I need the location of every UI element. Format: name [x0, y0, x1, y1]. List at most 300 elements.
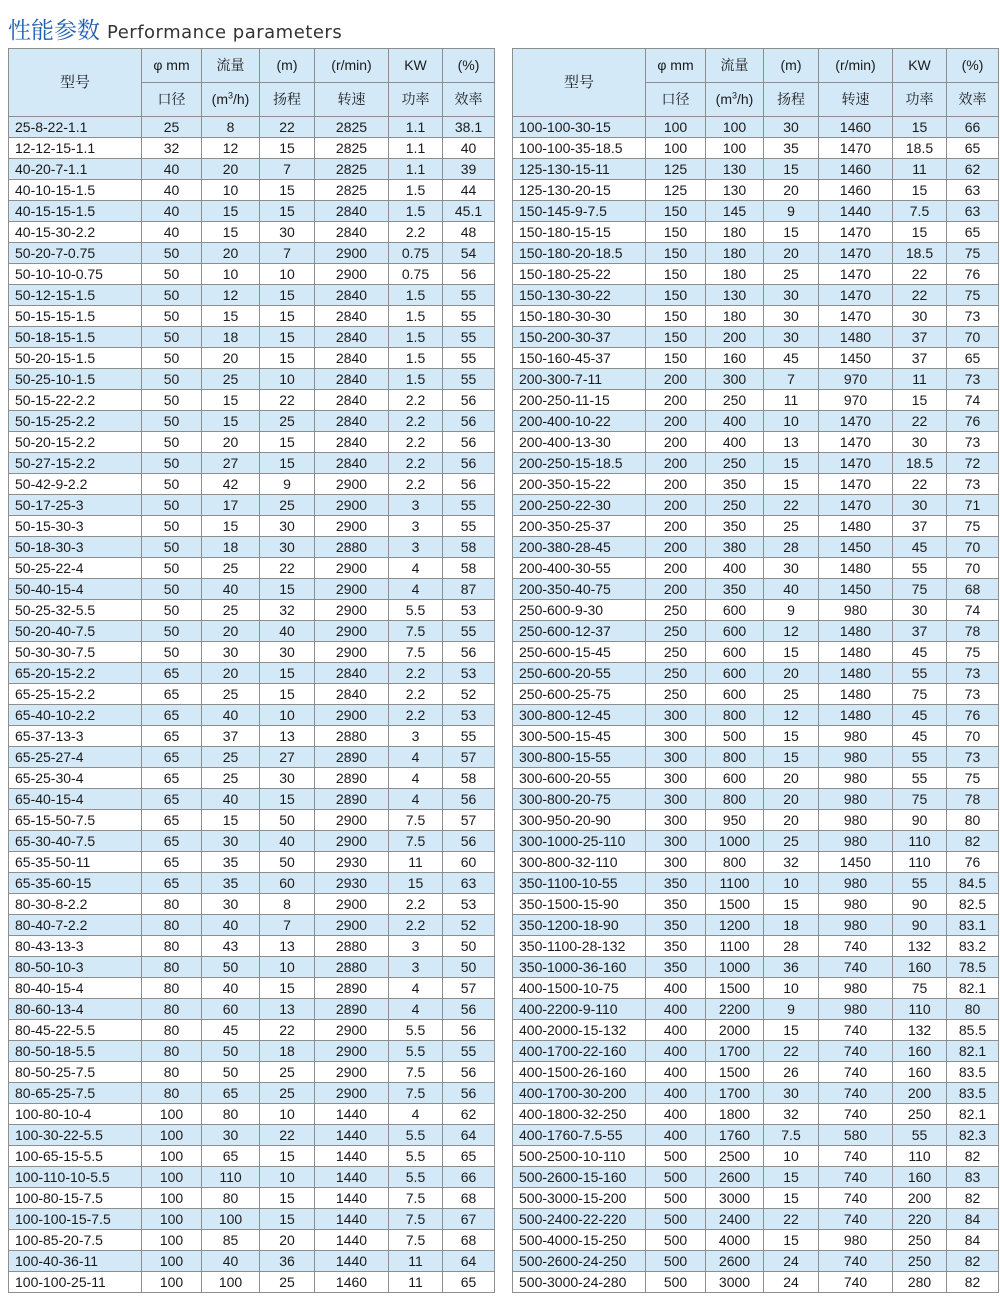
- power-cell: 5.5: [389, 1041, 443, 1062]
- model-cell: 500-2400-22-220: [513, 1209, 646, 1230]
- flow-cell: 180: [706, 264, 764, 285]
- flow-cell: 18: [202, 537, 260, 558]
- caliber-cell: 350: [646, 915, 706, 936]
- table-body-right: [513, 117, 999, 1293]
- head-cell: 10: [260, 1104, 315, 1125]
- flow-cell: 1100: [706, 936, 764, 957]
- model-cell: 50-20-40-7.5: [9, 621, 142, 642]
- flow-cell: 600: [706, 600, 764, 621]
- model-cell: 65-40-15-4: [9, 789, 142, 810]
- head-cell: 15: [260, 180, 315, 201]
- header-efficiency: 效率: [443, 83, 495, 117]
- model-cell: 300-500-15-45: [513, 726, 646, 747]
- model-cell: 50-18-30-3: [9, 537, 142, 558]
- model-cell: 300-800-12-45: [513, 705, 646, 726]
- caliber-cell: 500: [646, 1188, 706, 1209]
- efficiency-cell: 56: [443, 474, 495, 495]
- caliber-cell: 400: [646, 1020, 706, 1041]
- efficiency-cell: 55: [443, 495, 495, 516]
- speed-cell: 980: [819, 747, 893, 768]
- flow-cell: 350: [706, 579, 764, 600]
- caliber-cell: 200: [646, 537, 706, 558]
- caliber-cell: 500: [646, 1272, 706, 1293]
- efficiency-cell: 57: [443, 747, 495, 768]
- flow-cell: 15: [202, 306, 260, 327]
- speed-cell: 1450: [819, 537, 893, 558]
- efficiency-cell: 40: [443, 138, 495, 159]
- table-row: [9, 1167, 495, 1188]
- efficiency-cell: 58: [443, 558, 495, 579]
- speed-cell: 2840: [315, 306, 389, 327]
- flow-cell: 10: [202, 180, 260, 201]
- speed-cell: 2840: [315, 348, 389, 369]
- head-cell: 35: [764, 138, 819, 159]
- speed-cell: 2900: [315, 495, 389, 516]
- table-row: [513, 1083, 999, 1104]
- caliber-cell: 50: [142, 264, 202, 285]
- header-efficiency-unit: (%): [947, 49, 999, 83]
- model-cell: 200-380-28-45: [513, 537, 646, 558]
- efficiency-cell: 53: [443, 663, 495, 684]
- head-cell: 15: [260, 684, 315, 705]
- head-cell: 28: [764, 537, 819, 558]
- table-row: [9, 957, 495, 978]
- head-cell: 15: [260, 327, 315, 348]
- table-row: [513, 936, 999, 957]
- speed-cell: 980: [819, 894, 893, 915]
- efficiency-cell: 78.5: [947, 957, 999, 978]
- power-cell: 5.5: [389, 1020, 443, 1041]
- caliber-cell: 50: [142, 453, 202, 474]
- caliber-cell: 100: [142, 1272, 202, 1293]
- caliber-cell: 300: [646, 810, 706, 831]
- table-row: [513, 180, 999, 201]
- power-cell: 30: [893, 306, 947, 327]
- caliber-cell: 500: [646, 1251, 706, 1272]
- power-cell: 4: [389, 789, 443, 810]
- speed-cell: 740: [819, 1188, 893, 1209]
- model-cell: 125-130-15-11: [513, 159, 646, 180]
- model-cell: 50-25-10-1.5: [9, 369, 142, 390]
- flow-cell: 2600: [706, 1167, 764, 1188]
- table-row: [9, 663, 495, 684]
- power-cell: 2.2: [389, 915, 443, 936]
- efficiency-cell: 83.2: [947, 936, 999, 957]
- speed-cell: 2880: [315, 537, 389, 558]
- efficiency-cell: 55: [443, 369, 495, 390]
- head-cell: 7: [260, 243, 315, 264]
- power-cell: 5.5: [389, 1125, 443, 1146]
- efficiency-cell: 83: [947, 1167, 999, 1188]
- efficiency-cell: 45.1: [443, 201, 495, 222]
- speed-cell: 740: [819, 1209, 893, 1230]
- caliber-cell: 65: [142, 726, 202, 747]
- head-cell: 25: [764, 264, 819, 285]
- table-row: [513, 663, 999, 684]
- speed-cell: 2880: [315, 726, 389, 747]
- speed-cell: 980: [819, 600, 893, 621]
- flow-cell: 50: [202, 1041, 260, 1062]
- power-cell: 55: [893, 768, 947, 789]
- head-cell: 10: [764, 873, 819, 894]
- head-cell: 40: [260, 621, 315, 642]
- title-english: Performance parameters: [107, 22, 343, 43]
- model-cell: 350-1200-18-90: [513, 915, 646, 936]
- power-cell: 11: [389, 1251, 443, 1272]
- efficiency-cell: 56: [443, 453, 495, 474]
- efficiency-cell: 71: [947, 495, 999, 516]
- power-cell: 4: [389, 768, 443, 789]
- model-cell: 65-25-15-2.2: [9, 684, 142, 705]
- efficiency-cell: 66: [947, 117, 999, 138]
- efficiency-cell: 68: [443, 1188, 495, 1209]
- head-cell: 7: [260, 915, 315, 936]
- efficiency-cell: 82: [947, 1146, 999, 1167]
- table-row: [513, 159, 999, 180]
- caliber-cell: 50: [142, 306, 202, 327]
- power-cell: 7.5: [389, 810, 443, 831]
- caliber-cell: 300: [646, 705, 706, 726]
- power-cell: 11: [893, 159, 947, 180]
- power-cell: 90: [893, 915, 947, 936]
- head-cell: 40: [764, 579, 819, 600]
- model-cell: 50-12-15-1.5: [9, 285, 142, 306]
- power-cell: 37: [893, 516, 947, 537]
- power-cell: 30: [893, 432, 947, 453]
- speed-cell: 2900: [315, 621, 389, 642]
- power-cell: 110: [893, 852, 947, 873]
- head-cell: 24: [764, 1272, 819, 1293]
- flow-cell: 20: [202, 159, 260, 180]
- caliber-cell: 100: [142, 1104, 202, 1125]
- caliber-cell: 125: [646, 159, 706, 180]
- model-cell: 150-180-20-18.5: [513, 243, 646, 264]
- model-cell: 100-100-35-18.5: [513, 138, 646, 159]
- model-cell: 65-15-50-7.5: [9, 810, 142, 831]
- head-cell: 50: [260, 852, 315, 873]
- head-cell: 9: [260, 474, 315, 495]
- power-cell: 15: [893, 117, 947, 138]
- speed-cell: 2890: [315, 978, 389, 999]
- model-cell: 100-100-30-15: [513, 117, 646, 138]
- speed-cell: 2840: [315, 201, 389, 222]
- power-cell: 30: [893, 495, 947, 516]
- header-efficiency-unit: (%): [443, 49, 495, 83]
- head-cell: 24: [764, 1251, 819, 1272]
- model-cell: 65-40-10-2.2: [9, 705, 142, 726]
- table-row: [513, 537, 999, 558]
- table-row: [513, 1251, 999, 1272]
- title-chinese: 性能参数: [8, 18, 100, 44]
- model-cell: 300-800-15-55: [513, 747, 646, 768]
- model-cell: 50-30-30-7.5: [9, 642, 142, 663]
- model-cell: 100-80-10-4: [9, 1104, 142, 1125]
- table-row: [513, 915, 999, 936]
- table-row: [9, 789, 495, 810]
- flow-cell: 180: [706, 243, 764, 264]
- speed-cell: 1450: [819, 579, 893, 600]
- efficiency-cell: 56: [443, 789, 495, 810]
- power-cell: 90: [893, 894, 947, 915]
- table-row: [513, 1209, 999, 1230]
- caliber-cell: 400: [646, 1062, 706, 1083]
- model-cell: 250-600-20-55: [513, 663, 646, 684]
- head-cell: 25: [764, 831, 819, 852]
- efficiency-cell: 64: [443, 1125, 495, 1146]
- table-row: [513, 1272, 999, 1293]
- model-cell: 400-1700-30-200: [513, 1083, 646, 1104]
- caliber-cell: 150: [646, 327, 706, 348]
- efficiency-cell: 56: [443, 1020, 495, 1041]
- head-cell: 20: [764, 810, 819, 831]
- power-cell: 18.5: [893, 138, 947, 159]
- head-cell: 9: [764, 999, 819, 1020]
- caliber-cell: 80: [142, 978, 202, 999]
- power-cell: 11: [893, 369, 947, 390]
- speed-cell: 980: [819, 789, 893, 810]
- flow-cell: 15: [202, 201, 260, 222]
- speed-cell: 2900: [315, 915, 389, 936]
- flow-cell: 15: [202, 810, 260, 831]
- model-cell: 50-27-15-2.2: [9, 453, 142, 474]
- speed-cell: 1470: [819, 138, 893, 159]
- speed-cell: 2840: [315, 432, 389, 453]
- efficiency-cell: 72: [947, 453, 999, 474]
- power-cell: 7.5: [389, 831, 443, 852]
- speed-cell: 740: [819, 1251, 893, 1272]
- flow-cell: 300: [706, 369, 764, 390]
- model-cell: 65-30-40-7.5: [9, 831, 142, 852]
- flow-cell: 500: [706, 726, 764, 747]
- model-cell: 100-85-20-7.5: [9, 1230, 142, 1251]
- model-cell: 50-40-15-4: [9, 579, 142, 600]
- table-row: [9, 999, 495, 1020]
- table-row: [9, 726, 495, 747]
- header-head: 扬程: [260, 83, 315, 117]
- speed-cell: 980: [819, 726, 893, 747]
- caliber-cell: 50: [142, 243, 202, 264]
- flow-cell: 100: [706, 117, 764, 138]
- caliber-cell: 400: [646, 1041, 706, 1062]
- caliber-cell: 100: [142, 1209, 202, 1230]
- speed-cell: 980: [819, 978, 893, 999]
- header-flow: 流量: [706, 49, 764, 83]
- caliber-cell: 50: [142, 390, 202, 411]
- model-cell: 40-15-30-2.2: [9, 222, 142, 243]
- speed-cell: 1470: [819, 411, 893, 432]
- table-row: [9, 978, 495, 999]
- efficiency-cell: 56: [443, 1062, 495, 1083]
- flow-cell: 950: [706, 810, 764, 831]
- head-cell: 36: [764, 957, 819, 978]
- speed-cell: 1450: [819, 852, 893, 873]
- flow-cell: 40: [202, 915, 260, 936]
- table-row: [9, 432, 495, 453]
- header-caliber-unit: φ mm: [646, 49, 706, 83]
- power-cell: 75: [893, 978, 947, 999]
- table-row: [9, 348, 495, 369]
- model-cell: 200-350-25-37: [513, 516, 646, 537]
- caliber-cell: 350: [646, 957, 706, 978]
- speed-cell: 1440: [819, 201, 893, 222]
- head-cell: 10: [764, 978, 819, 999]
- head-cell: 7: [764, 369, 819, 390]
- power-cell: 250: [893, 1230, 947, 1251]
- model-cell: 400-1760-7.5-55: [513, 1125, 646, 1146]
- head-cell: 13: [764, 432, 819, 453]
- power-cell: 1.5: [389, 285, 443, 306]
- flow-cell: 30: [202, 894, 260, 915]
- table-row: [9, 516, 495, 537]
- flow-cell: 800: [706, 789, 764, 810]
- head-cell: 18: [260, 1041, 315, 1062]
- speed-cell: 1480: [819, 327, 893, 348]
- efficiency-cell: 74: [947, 600, 999, 621]
- power-cell: 11: [389, 852, 443, 873]
- power-cell: 200: [893, 1083, 947, 1104]
- head-cell: 30: [764, 558, 819, 579]
- power-cell: 1.5: [389, 327, 443, 348]
- head-cell: 15: [260, 1209, 315, 1230]
- efficiency-cell: 55: [443, 285, 495, 306]
- power-cell: 200: [893, 1188, 947, 1209]
- flow-cell: 100: [202, 1209, 260, 1230]
- caliber-cell: 300: [646, 726, 706, 747]
- head-cell: 25: [260, 1272, 315, 1293]
- power-cell: 22: [893, 474, 947, 495]
- model-cell: 80-40-15-4: [9, 978, 142, 999]
- table-row: [9, 327, 495, 348]
- speed-cell: 740: [819, 936, 893, 957]
- speed-cell: 980: [819, 768, 893, 789]
- speed-cell: 1470: [819, 495, 893, 516]
- efficiency-cell: 48: [443, 222, 495, 243]
- head-cell: 10: [260, 705, 315, 726]
- table-row: [513, 726, 999, 747]
- flow-cell: 2000: [706, 1020, 764, 1041]
- flow-cell: 12: [202, 138, 260, 159]
- caliber-cell: 32: [142, 138, 202, 159]
- power-cell: 0.75: [389, 264, 443, 285]
- model-cell: 50-15-30-3: [9, 516, 142, 537]
- efficiency-cell: 70: [947, 726, 999, 747]
- table-row: [513, 306, 999, 327]
- power-cell: 2.2: [389, 894, 443, 915]
- power-cell: 160: [893, 1062, 947, 1083]
- efficiency-cell: 75: [947, 243, 999, 264]
- power-cell: 75: [893, 789, 947, 810]
- model-cell: 150-160-45-37: [513, 348, 646, 369]
- caliber-cell: 150: [646, 285, 706, 306]
- speed-cell: 2900: [315, 1062, 389, 1083]
- model-cell: 65-25-27-4: [9, 747, 142, 768]
- flow-cell: 30: [202, 642, 260, 663]
- table-row: [9, 453, 495, 474]
- caliber-cell: 50: [142, 579, 202, 600]
- flow-cell: 15: [202, 390, 260, 411]
- efficiency-cell: 55: [443, 621, 495, 642]
- speed-cell: 1460: [819, 180, 893, 201]
- header-flow: 流量: [202, 49, 260, 83]
- speed-cell: 2890: [315, 789, 389, 810]
- table-row: [513, 831, 999, 852]
- efficiency-cell: 56: [443, 642, 495, 663]
- caliber-cell: 65: [142, 684, 202, 705]
- model-cell: 50-25-22-4: [9, 558, 142, 579]
- head-cell: 15: [764, 159, 819, 180]
- flow-cell: 800: [706, 705, 764, 726]
- power-cell: 3: [389, 516, 443, 537]
- efficiency-cell: 66: [443, 1167, 495, 1188]
- model-cell: 50-18-15-1.5: [9, 327, 142, 348]
- power-cell: 110: [893, 1146, 947, 1167]
- efficiency-cell: 75: [947, 285, 999, 306]
- caliber-cell: 500: [646, 1209, 706, 1230]
- table-row: [513, 411, 999, 432]
- flow-cell: 2600: [706, 1251, 764, 1272]
- efficiency-cell: 80: [947, 810, 999, 831]
- caliber-cell: 100: [142, 1167, 202, 1188]
- head-cell: 22: [260, 1125, 315, 1146]
- table-row: [9, 306, 495, 327]
- speed-cell: 2880: [315, 936, 389, 957]
- head-cell: 15: [260, 432, 315, 453]
- power-cell: 7.5: [389, 1062, 443, 1083]
- model-cell: 65-20-15-2.2: [9, 663, 142, 684]
- table-row: [513, 894, 999, 915]
- power-cell: 3: [389, 495, 443, 516]
- flow-cell: 160: [706, 348, 764, 369]
- head-cell: 12: [764, 705, 819, 726]
- model-cell: 100-40-36-11: [9, 1251, 142, 1272]
- efficiency-cell: 55: [443, 348, 495, 369]
- head-cell: 30: [260, 222, 315, 243]
- efficiency-cell: 78: [947, 621, 999, 642]
- head-cell: 32: [764, 852, 819, 873]
- speed-cell: 2900: [315, 1041, 389, 1062]
- head-cell: 22: [260, 117, 315, 138]
- model-cell: 80-50-18-5.5: [9, 1041, 142, 1062]
- speed-cell: 1480: [819, 684, 893, 705]
- table-row: [513, 600, 999, 621]
- flow-cell: 15: [202, 411, 260, 432]
- caliber-cell: 200: [646, 411, 706, 432]
- model-cell: 50-15-15-1.5: [9, 306, 142, 327]
- speed-cell: 2900: [315, 600, 389, 621]
- efficiency-cell: 57: [443, 978, 495, 999]
- table-row: [9, 831, 495, 852]
- model-cell: 125-130-20-15: [513, 180, 646, 201]
- table-row: [513, 957, 999, 978]
- table-row: [513, 705, 999, 726]
- flow-cell: 2400: [706, 1209, 764, 1230]
- power-cell: 2.2: [389, 411, 443, 432]
- table-row: [513, 201, 999, 222]
- power-cell: 2.2: [389, 684, 443, 705]
- power-cell: 7.5: [893, 201, 947, 222]
- efficiency-cell: 82: [947, 1188, 999, 1209]
- caliber-cell: 65: [142, 873, 202, 894]
- model-cell: 100-80-15-7.5: [9, 1188, 142, 1209]
- caliber-cell: 150: [646, 306, 706, 327]
- head-cell: 22: [260, 390, 315, 411]
- efficiency-cell: 83.1: [947, 915, 999, 936]
- efficiency-cell: 52: [443, 915, 495, 936]
- efficiency-cell: 62: [947, 159, 999, 180]
- flow-cell: 600: [706, 684, 764, 705]
- power-cell: 1.1: [389, 117, 443, 138]
- power-cell: 15: [893, 180, 947, 201]
